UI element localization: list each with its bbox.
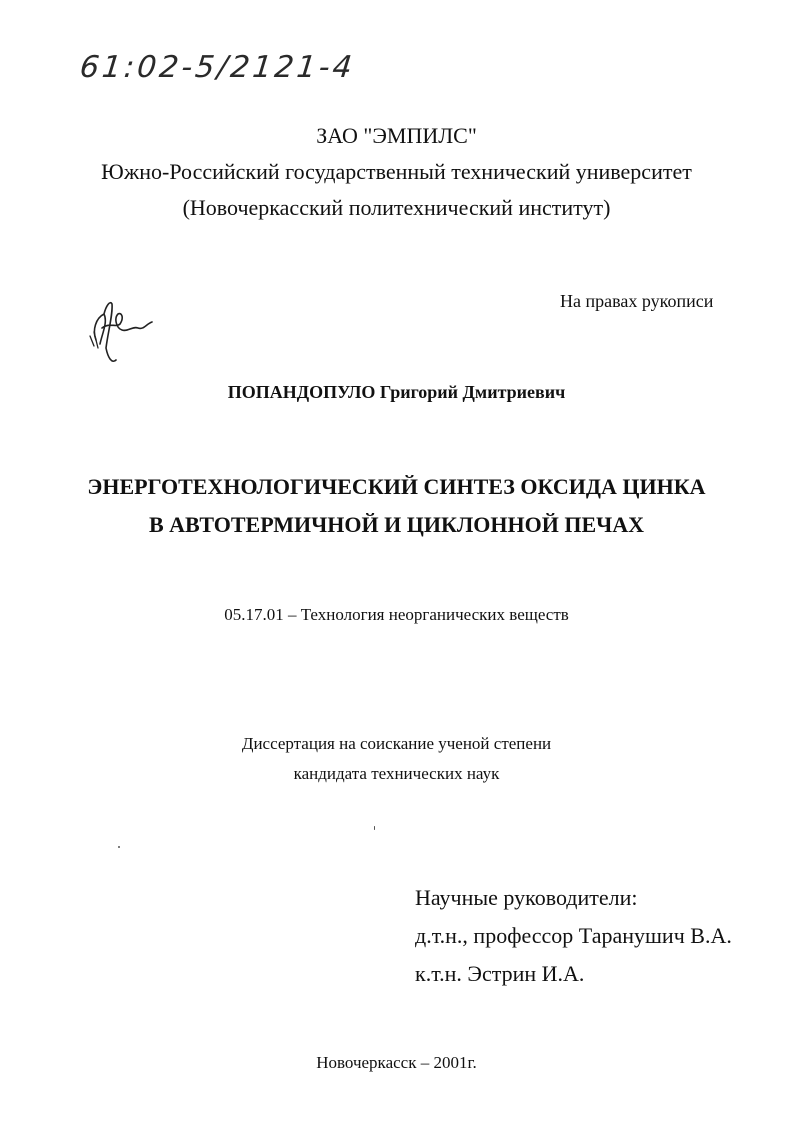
scan-speck <box>118 846 120 848</box>
company-name: ЗАО "ЭМПИЛС" <box>316 123 477 148</box>
university-name: Южно-Российский государственный технический университет <box>101 159 692 184</box>
supervisor-second: к.т.н. Эстрин И.А. <box>415 961 585 986</box>
dissertation-title-line-2: В АВТОТЕРМИЧНОЙ И ЦИКЛОННОЙ ПЕЧАХ <box>148 512 645 537</box>
rights-note: На правах рукописи <box>560 291 714 311</box>
institute-name: (Новочеркасский политехнический институт) <box>182 195 611 220</box>
handwritten-catalog-number: 61:02-5/2121-4 <box>78 50 357 85</box>
dissertation-title-line-1: ЭНЕРГОТЕХНОЛОГИЧЕСКИЙ СИНТЕЗ ОКСИДА ЦИНКА <box>87 474 706 499</box>
handwritten-signature <box>82 288 172 368</box>
specialty-code: 05.17.01 – Технология неорганических веществ <box>224 605 569 624</box>
supervisors-heading: Научные руководители: <box>415 885 638 910</box>
city-and-year: Новочеркасск – 2001г. <box>316 1053 477 1072</box>
degree-line-2: кандидата технических наук <box>293 764 500 783</box>
author-name: ПОПАНДОПУЛО Григорий Дмитриевич <box>227 382 566 402</box>
supervisor-first: д.т.н., профессор Таранушич В.А. <box>415 923 732 948</box>
degree-line-1: Диссертация на соискание ученой степени <box>241 734 552 753</box>
scan-speck <box>374 826 375 830</box>
